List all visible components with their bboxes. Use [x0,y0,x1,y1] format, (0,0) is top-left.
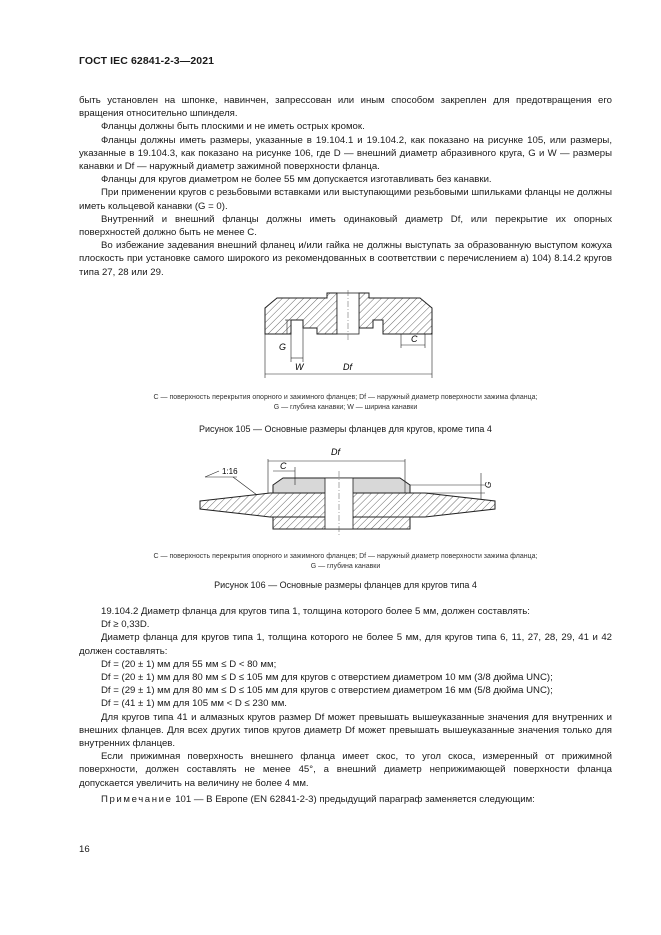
paragraph: Df = (41 ± 1) мм для 105 мм < D ≤ 230 мм. [101,698,287,710]
paragraph: Фланцы для кругов диаметром не более 55 мм допускается изготавливать без канавки. [101,174,492,186]
legend-line: C — поверхность перекрытия опорного и зажимного фланцев; Df — наружный диаметр поверхности зажима фланца; [153,553,538,560]
label-g: G [279,342,287,352]
figure-105-flange-drawing [255,290,440,382]
figure-105-legend [79,393,612,413]
label-w: W [295,362,304,372]
paragraph: быть установлен на шпонке, навинчен, запрессован или иным способом закреплен для предотвращения его вращения относительно шпинделя. [79,95,612,120]
paragraph: При применении кругов с резьбовыми вставками или выступающими резьбовыми шпильками фланцы не должны иметь кольцевой канавки (G = 0). [79,187,612,212]
page-number: 16 [79,844,90,855]
legend-line: C — поверхность перекрытия опорного и зажимного фланцев; Df — наружный диаметр поверхности зажима фланца; [153,394,538,401]
paragraph: Df = (20 ± 1) мм для 55 мм ≤ D < 80 мм; [101,658,277,670]
paragraph: Если прижимная поверхность внешнего фланца имеет скос, то угол скоса, измеренный от прижимной поверхности, должен составлять не менее 45°, а внешний диаметр неприжимающей поверхности фланца допускается увеличить на величину не более 4 мм. [79,751,612,789]
note-text: 101 — В Европе (EN 62841-2-3) предыдущий параграф заменяется следующим: [172,793,535,805]
paragraph: Внутренний и внешний фланцы должны иметь одинаковый диаметр Df, или перекрытие их опорных поверхностей должно быть не менее C. [79,213,612,239]
figure-105-caption: Рисунок 105 — Основные размеры фланцев для кругов, кроме типа 4 [199,424,492,434]
figure-106-caption: Рисунок 106 — Основные размеры фланцев для кругов типа 4 [214,580,477,590]
label-g: G [484,481,493,488]
figure-106-flange-drawing [195,443,500,545]
paragraph: Во избежание задевания внешний фланец и/или гайка не должны выступать за образованную выступом кожуха плоскость при установке самого широкого из рекомендованных в соответствии с перечислением a) 104) 8.14.2 кругов типа 27, 28 или 29. [79,240,612,278]
paragraph: Df = (29 ± 1) мм для 80 мм ≤ D ≤ 105 мм для кругов с отверстием диаметром 16 мм (5/8 дюйма UNC); [101,685,553,697]
body-text-top [79,94,612,279]
label-slope: 1:16 [222,467,238,476]
label-c: C [411,334,418,344]
figure-106-legend [79,552,612,572]
paragraph: Df ≥ 0,33D. [101,619,150,631]
legend-line: G — глубина канавки; W — ширина канавки [273,404,418,411]
note [79,793,612,806]
label-df: Df [343,362,352,372]
paragraph: Фланцы должны быть плоскими и не иметь острых кромок. [101,121,365,133]
document-header: ГОСТ IEC 62841-2-3—2021 [79,55,215,67]
label-df: Df [331,447,340,457]
label-c: C [280,461,287,471]
body-text-bottom [79,605,612,806]
paragraph: Диаметр фланца для кругов типа 1, толщина которого не более 5 мм, для кругов типа 6, 11, 27, 28, 29, 41 и 42 должен составлять: [79,632,612,657]
paragraph: 19.104.2 Диаметр фланца для кругов типа 1, толщина которого более 5 мм, должен составлять: [101,606,530,617]
paragraph: Df = (20 ± 1) мм для 80 мм ≤ D ≤ 105 мм для кругов с отверстием диаметром 10 мм (3/8 дюйма UNC); [101,672,553,684]
paragraph: Для кругов типа 41 и алмазных кругов размер Df может превышать вышеуказанные значения для внутренних и внешних фланцев. Для всех других типов кругов диаметр Df может превышать вышеуказанные значения только для внутренних фланцев. [79,711,612,750]
paragraph: Фланцы должны иметь размеры, указанные в 19.104.1 и 19.104.2, как показано на рисунке 105, или размеры, указанные в 19.104.3, как показано на рисунке 106, где D — внешний диаметр абразивного круга, G и W — размеры канавки и Df — наружный диаметр зажимной поверхности фланца. [79,134,612,173]
legend-line: G — глубина канавки [310,563,381,570]
note-prefix: Примечание [101,793,173,805]
